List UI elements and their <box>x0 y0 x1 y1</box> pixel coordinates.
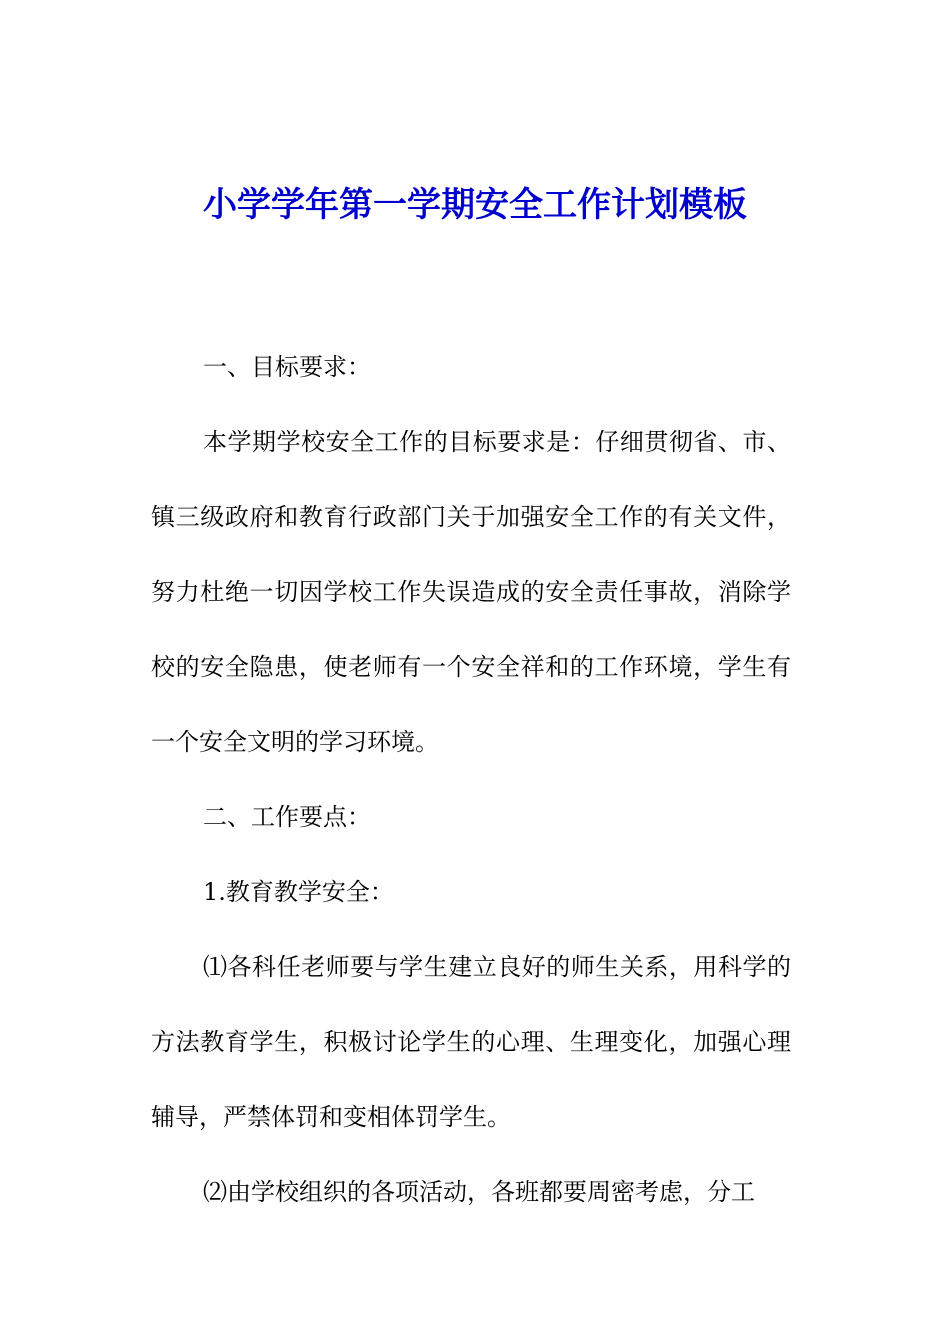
document-title: 小学学年第一学期安全工作计划模板 <box>203 185 747 225</box>
section-heading-goals: 一、目标要求： <box>203 353 371 381</box>
section-heading-key-points: 二、工作要点： <box>203 803 371 831</box>
paragraph-goals: 本学期学校安全工作的目标要求是：仔细贯彻省、市、镇三级政府和教育行政部门关于加强安全工作的有关文件，努力杜绝一切因学校工作失误造成的安全责任事故，消除学校的安全隐患，使老师有一个安全祥和的工作环境，学生有一个安全文明的学习环境。 <box>151 428 791 756</box>
paragraph-item-2: ⑵由学校组织的各项活动，各班都要周密考虑，分工 <box>203 1178 755 1206</box>
document-body <box>151 330 791 1230</box>
subheading-teaching-safety: 1.教育教学安全： <box>203 878 394 906</box>
paragraph-item-1: ⑴各科任老师要与学生建立良好的师生关系，用科学的方法教育学生，积极讨论学生的心理、生理变化，加强心理辅导，严禁体罚和变相体罚学生。 <box>151 953 791 1131</box>
